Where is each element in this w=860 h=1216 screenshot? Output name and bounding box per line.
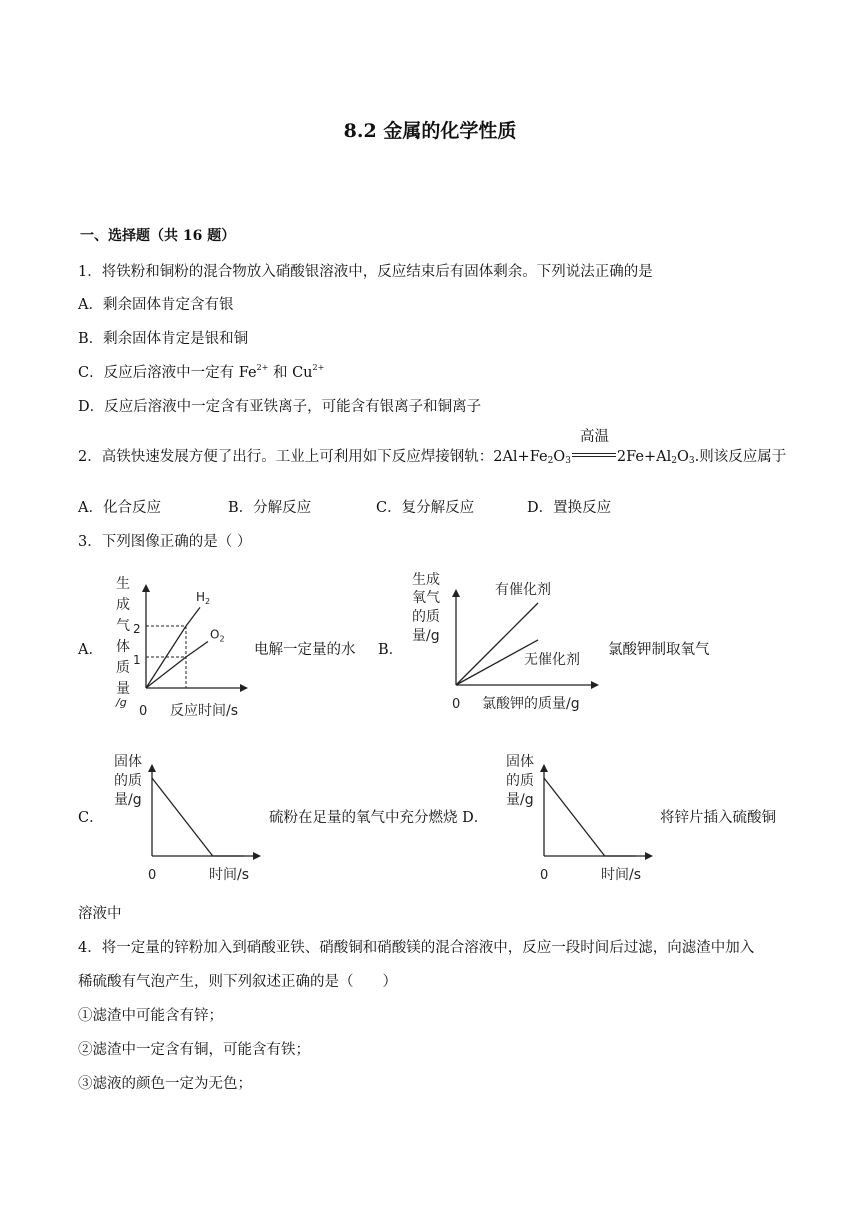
q1-c-sup2: 2+ xyxy=(312,363,325,372)
chart-a-y-arrow xyxy=(142,584,150,592)
q3-b-caption: 氯酸钾制取氧气 xyxy=(608,642,710,658)
chart-d-y-arrow xyxy=(540,764,548,772)
q4-stem-line1: 4．将一定量的锌粉加入到硝酸亚铁、硝酸铜和硝酸镁的混合溶液中，反应一段时间后过滤，向滤渣中加入 xyxy=(78,940,755,956)
q2-option-d: D．置换反应 xyxy=(527,500,612,516)
q2-option-a: A．化合反应 xyxy=(78,500,161,516)
chart-b-ylabel-3: 的质 xyxy=(412,609,440,625)
q2-sub3: 2 xyxy=(671,456,677,466)
chart-a-origin: 0 xyxy=(139,704,148,719)
chart-b-legend-catalyst: 有催化剂 xyxy=(495,582,551,598)
q3-a-letter: A． xyxy=(78,642,103,658)
chart-a-ylabel-3: 气 xyxy=(116,618,130,634)
chart-b-ylabel-4: 量/g xyxy=(412,628,440,644)
q2-sub4: 3 xyxy=(688,456,695,466)
chart-c-origin: 0 xyxy=(148,868,157,883)
chart-b-ylabel-1: 生成 xyxy=(412,572,440,588)
q3-a-caption: 电解一定量的水 xyxy=(254,642,356,658)
q1-option-a: A．剩余固体肯定含有银 xyxy=(78,297,234,313)
chart-a-series-2 xyxy=(146,657,186,688)
q3-c-caption: 硫粉在足量的氧气中充分燃烧 D． xyxy=(269,810,489,826)
chart-d xyxy=(504,748,664,888)
chart-b-xlabel: 氯酸钾的质量/g xyxy=(482,696,580,712)
chart-b xyxy=(410,566,610,716)
chart-c-series-1 xyxy=(152,778,244,856)
chart-a-ylabel-6: 量 xyxy=(116,681,130,697)
chart-a-ylabel-2: 成 xyxy=(116,597,130,613)
q2-o1: O xyxy=(553,449,566,465)
chart-d-origin: 0 xyxy=(540,868,549,883)
chart-d-series-1 xyxy=(544,778,636,856)
q1-c-sup1: 2+ xyxy=(256,363,269,372)
q3-stem: 3．下列图像正确的是（ ） xyxy=(78,534,252,550)
q2-tail: .则该反应属于 xyxy=(694,449,787,465)
chart-a-label-h2: $H_2$ xyxy=(196,590,211,607)
q3-c-letter: C． xyxy=(78,810,104,826)
q2-stem-text: 2．高铁快速发展方便了出行。工业上可利用如下反应焊接钢轨：2Al+Fe xyxy=(78,449,548,465)
chart-a-x-arrow xyxy=(240,684,248,692)
chart-a-ylabel-unit: /g xyxy=(116,696,127,709)
q2-stem xyxy=(78,445,786,466)
chart-d-x-arrow xyxy=(645,852,653,860)
chart-b-series-1 xyxy=(456,603,538,685)
chart-c xyxy=(112,748,272,888)
q3-b-letter: B． xyxy=(378,642,404,658)
chart-a-label-o2: $O_2$ xyxy=(210,627,225,644)
chart-c-xlabel: 时间/s xyxy=(209,867,250,883)
q2-option-c: C．复分解反应 xyxy=(376,500,475,516)
chart-a-ytick-2: 2 xyxy=(133,622,141,636)
q2-option-b: B．分解反应 xyxy=(228,500,312,516)
chart-a-xlabel: 反应时间/s xyxy=(170,703,239,719)
q4-statement-3: ③滤液的颜色一定为无色； xyxy=(78,1076,252,1092)
chart-a-o2-extension xyxy=(186,642,208,658)
chart-b-y-arrow xyxy=(452,589,460,597)
q1-c-mid: 和 Cu xyxy=(268,365,313,381)
chart-b-origin: 0 xyxy=(452,697,461,712)
chart-b-legend-nocatalyst: 无催化剂 xyxy=(524,652,580,668)
chart-b-ylabel-2: 氧气 xyxy=(412,590,440,606)
chart-a-ytick-1: 1 xyxy=(133,653,141,667)
q1-option-b: B．剩余固体肯定是银和铜 xyxy=(78,331,249,347)
q1-stem: 1．将铁粉和铜粉的混合物放入硝酸银溶液中，反应结束后有固体剩余。下列说法正确的是 xyxy=(78,264,653,280)
q3-d-caption: 将锌片插入硫酸铜 xyxy=(660,810,776,826)
q2-o2: O xyxy=(677,449,689,465)
chart-a-h2-extension xyxy=(186,607,200,626)
chart-c-ylabel-3: 量/g xyxy=(114,792,142,808)
chart-a-ylabel-4: 体 xyxy=(116,639,130,655)
q2-sub2: 3 xyxy=(565,456,571,466)
q1-option-d: D．反应后溶液中一定含有亚铁离子，可能含有银离子和铜离子 xyxy=(78,399,482,415)
q4-stem-line2: 稀硫酸有气泡产生，则下列叙述正确的是（ ） xyxy=(78,974,397,990)
chart-c-ylabel-2: 的质 xyxy=(114,773,142,789)
chart-d-xlabel: 时间/s xyxy=(601,867,642,883)
chart-d-ylabel-2: 的质 xyxy=(506,773,534,789)
q2-sub1: 2 xyxy=(547,456,554,466)
chart-c-ylabel-1: 固体 xyxy=(114,754,142,770)
chart-a xyxy=(108,570,258,720)
chart-a-ylabel-1: 生 xyxy=(116,576,130,592)
page-title: 8.2 金属的化学性质 xyxy=(343,120,517,142)
chart-b-x-arrow xyxy=(591,681,599,689)
q4-statement-2: ②滤渣中一定含有铜，可能含有铁； xyxy=(78,1042,310,1058)
q2-products: 2Fe+Al xyxy=(616,449,672,465)
chart-a-ylabel-5: 质 xyxy=(116,660,130,676)
q2-condition: 高温 xyxy=(580,429,609,445)
q3-d-continued: 溶液中 xyxy=(78,906,122,922)
chart-c-x-arrow xyxy=(253,852,261,860)
section-heading: 一、选择题（共 16 题） xyxy=(80,228,236,244)
q1-c-text: C．反应后溶液中一定有 Fe xyxy=(78,365,257,381)
q2-arrow xyxy=(572,453,616,457)
chart-d-ylabel-1: 固体 xyxy=(506,754,534,770)
chart-d-ylabel-3: 量/g xyxy=(506,792,534,808)
q1-option-c xyxy=(78,361,324,382)
chart-c-y-arrow xyxy=(148,764,156,772)
q4-statement-1: ①滤渣中可能含有锌； xyxy=(78,1008,223,1024)
